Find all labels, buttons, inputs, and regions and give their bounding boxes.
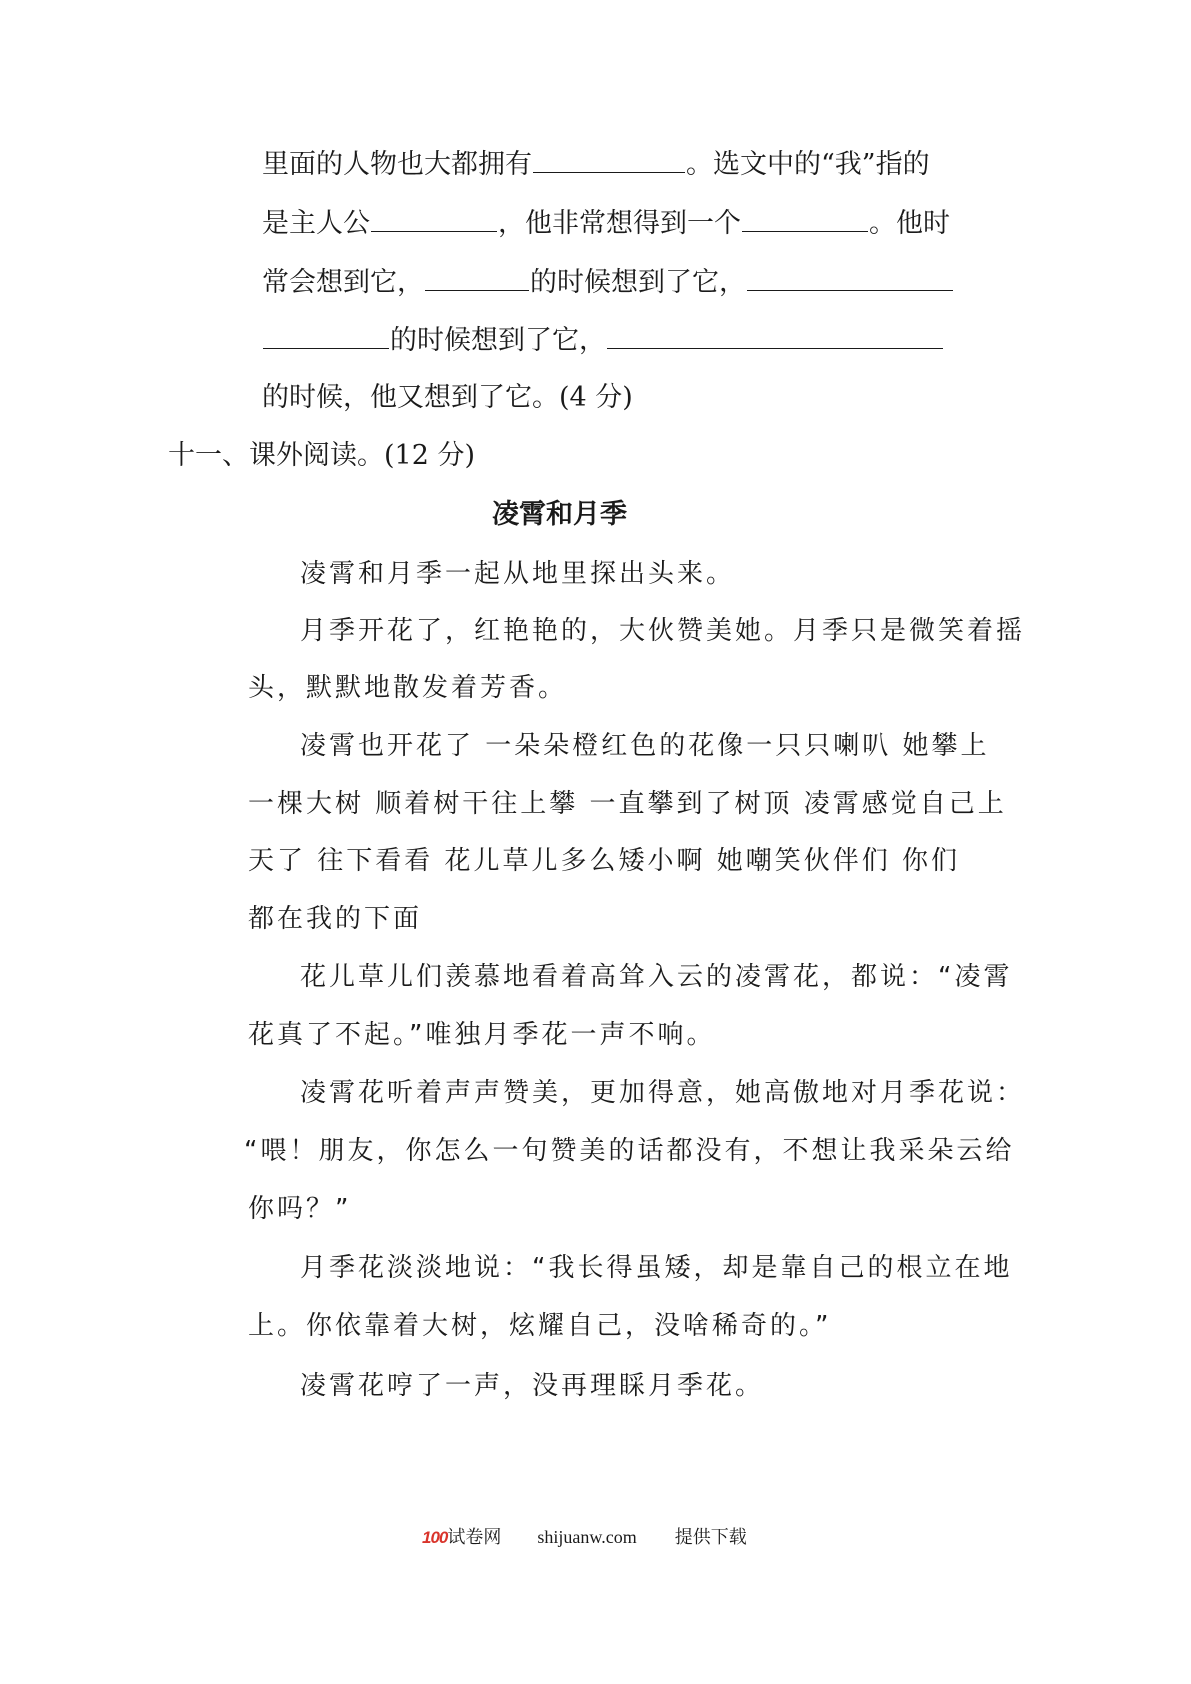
answer-blank[interactable]	[263, 320, 389, 349]
story-line: 凌霄花听着声声赞美，更加得意，她高傲地对月季花说：	[300, 1078, 1026, 1108]
question-text: 是主人公	[262, 208, 370, 239]
question-text: 常会想到它，	[262, 267, 424, 298]
question-line-5	[262, 378, 633, 418]
question-line-2	[262, 203, 950, 243]
story-line: 凌霄花哼了一声，没再理睬月季花。	[300, 1371, 765, 1401]
story-line: 凌霄和月季一起从地里探出头来。	[300, 559, 736, 589]
answer-blank[interactable]	[371, 203, 497, 232]
story-line: 你吗？”	[248, 1194, 352, 1224]
question-line-1	[262, 144, 930, 184]
answer-blank[interactable]	[747, 262, 953, 291]
story-line: 月季花淡淡地说：“我长得虽矮，却是靠自己的根立在地	[300, 1253, 1013, 1283]
section-heading: 十一、课外阅读。(12 分)	[168, 440, 476, 471]
footer-note: 提供下载	[674, 1527, 747, 1547]
story-line: 花真了不起。”唯独月季花一声不响。	[248, 1020, 716, 1050]
page-footer	[422, 1523, 747, 1552]
site-logo-number: 100	[422, 1528, 448, 1547]
question-text: ，他非常想得到一个	[498, 208, 741, 239]
story-line: 花儿草儿们羡慕地看着高耸入云的凌霄花，都说：“凌霄	[300, 962, 1013, 992]
story-line: 一棵大树 顺着树干往上攀 一直攀到了树顶 凌霄感觉自己上	[248, 789, 1007, 819]
story-line: 天了 往下看看 花儿草儿多么矮小啊 她嘲笑伙伴们 你们	[248, 846, 961, 876]
question-text: 。他时	[869, 208, 950, 239]
story-line: 头，默默地散发着芳香。	[248, 673, 568, 703]
story-line: 上。你依靠着大树，炫耀自己，没啥稀奇的。”	[248, 1311, 832, 1341]
question-text: 的时候想到了它，	[530, 267, 746, 298]
answer-blank[interactable]	[533, 144, 685, 173]
question-text: 。选文中的“我”指的	[686, 149, 930, 180]
answer-blank[interactable]	[742, 203, 868, 232]
question-text: 里面的人物也大都拥有	[262, 149, 532, 180]
story-line: 月季开花了，红艳艳的，大伙赞美她。月季只是微笑着摇	[300, 616, 1026, 646]
site-url[interactable]: shijuanw.com	[537, 1527, 637, 1547]
answer-blank[interactable]	[607, 320, 943, 349]
question-line-4	[262, 320, 944, 360]
question-line-3	[262, 262, 954, 302]
story-line: “喂！朋友，你怎么一句赞美的话都没有，不想让我采朵云给	[244, 1136, 1015, 1166]
question-text: 的时候，他又想到了它。(4 分)	[262, 382, 633, 413]
answer-blank[interactable]	[425, 262, 529, 291]
question-text: 的时候想到了它，	[390, 325, 606, 356]
story-line: 凌霄也开花了 一朵朵橙红色的花像一只只喇叭 她攀上	[300, 731, 990, 761]
site-logo-text: 试卷网	[447, 1527, 502, 1547]
story-title: 凌霄和月季	[492, 499, 627, 530]
story-line: 都在我的下面	[248, 904, 423, 934]
